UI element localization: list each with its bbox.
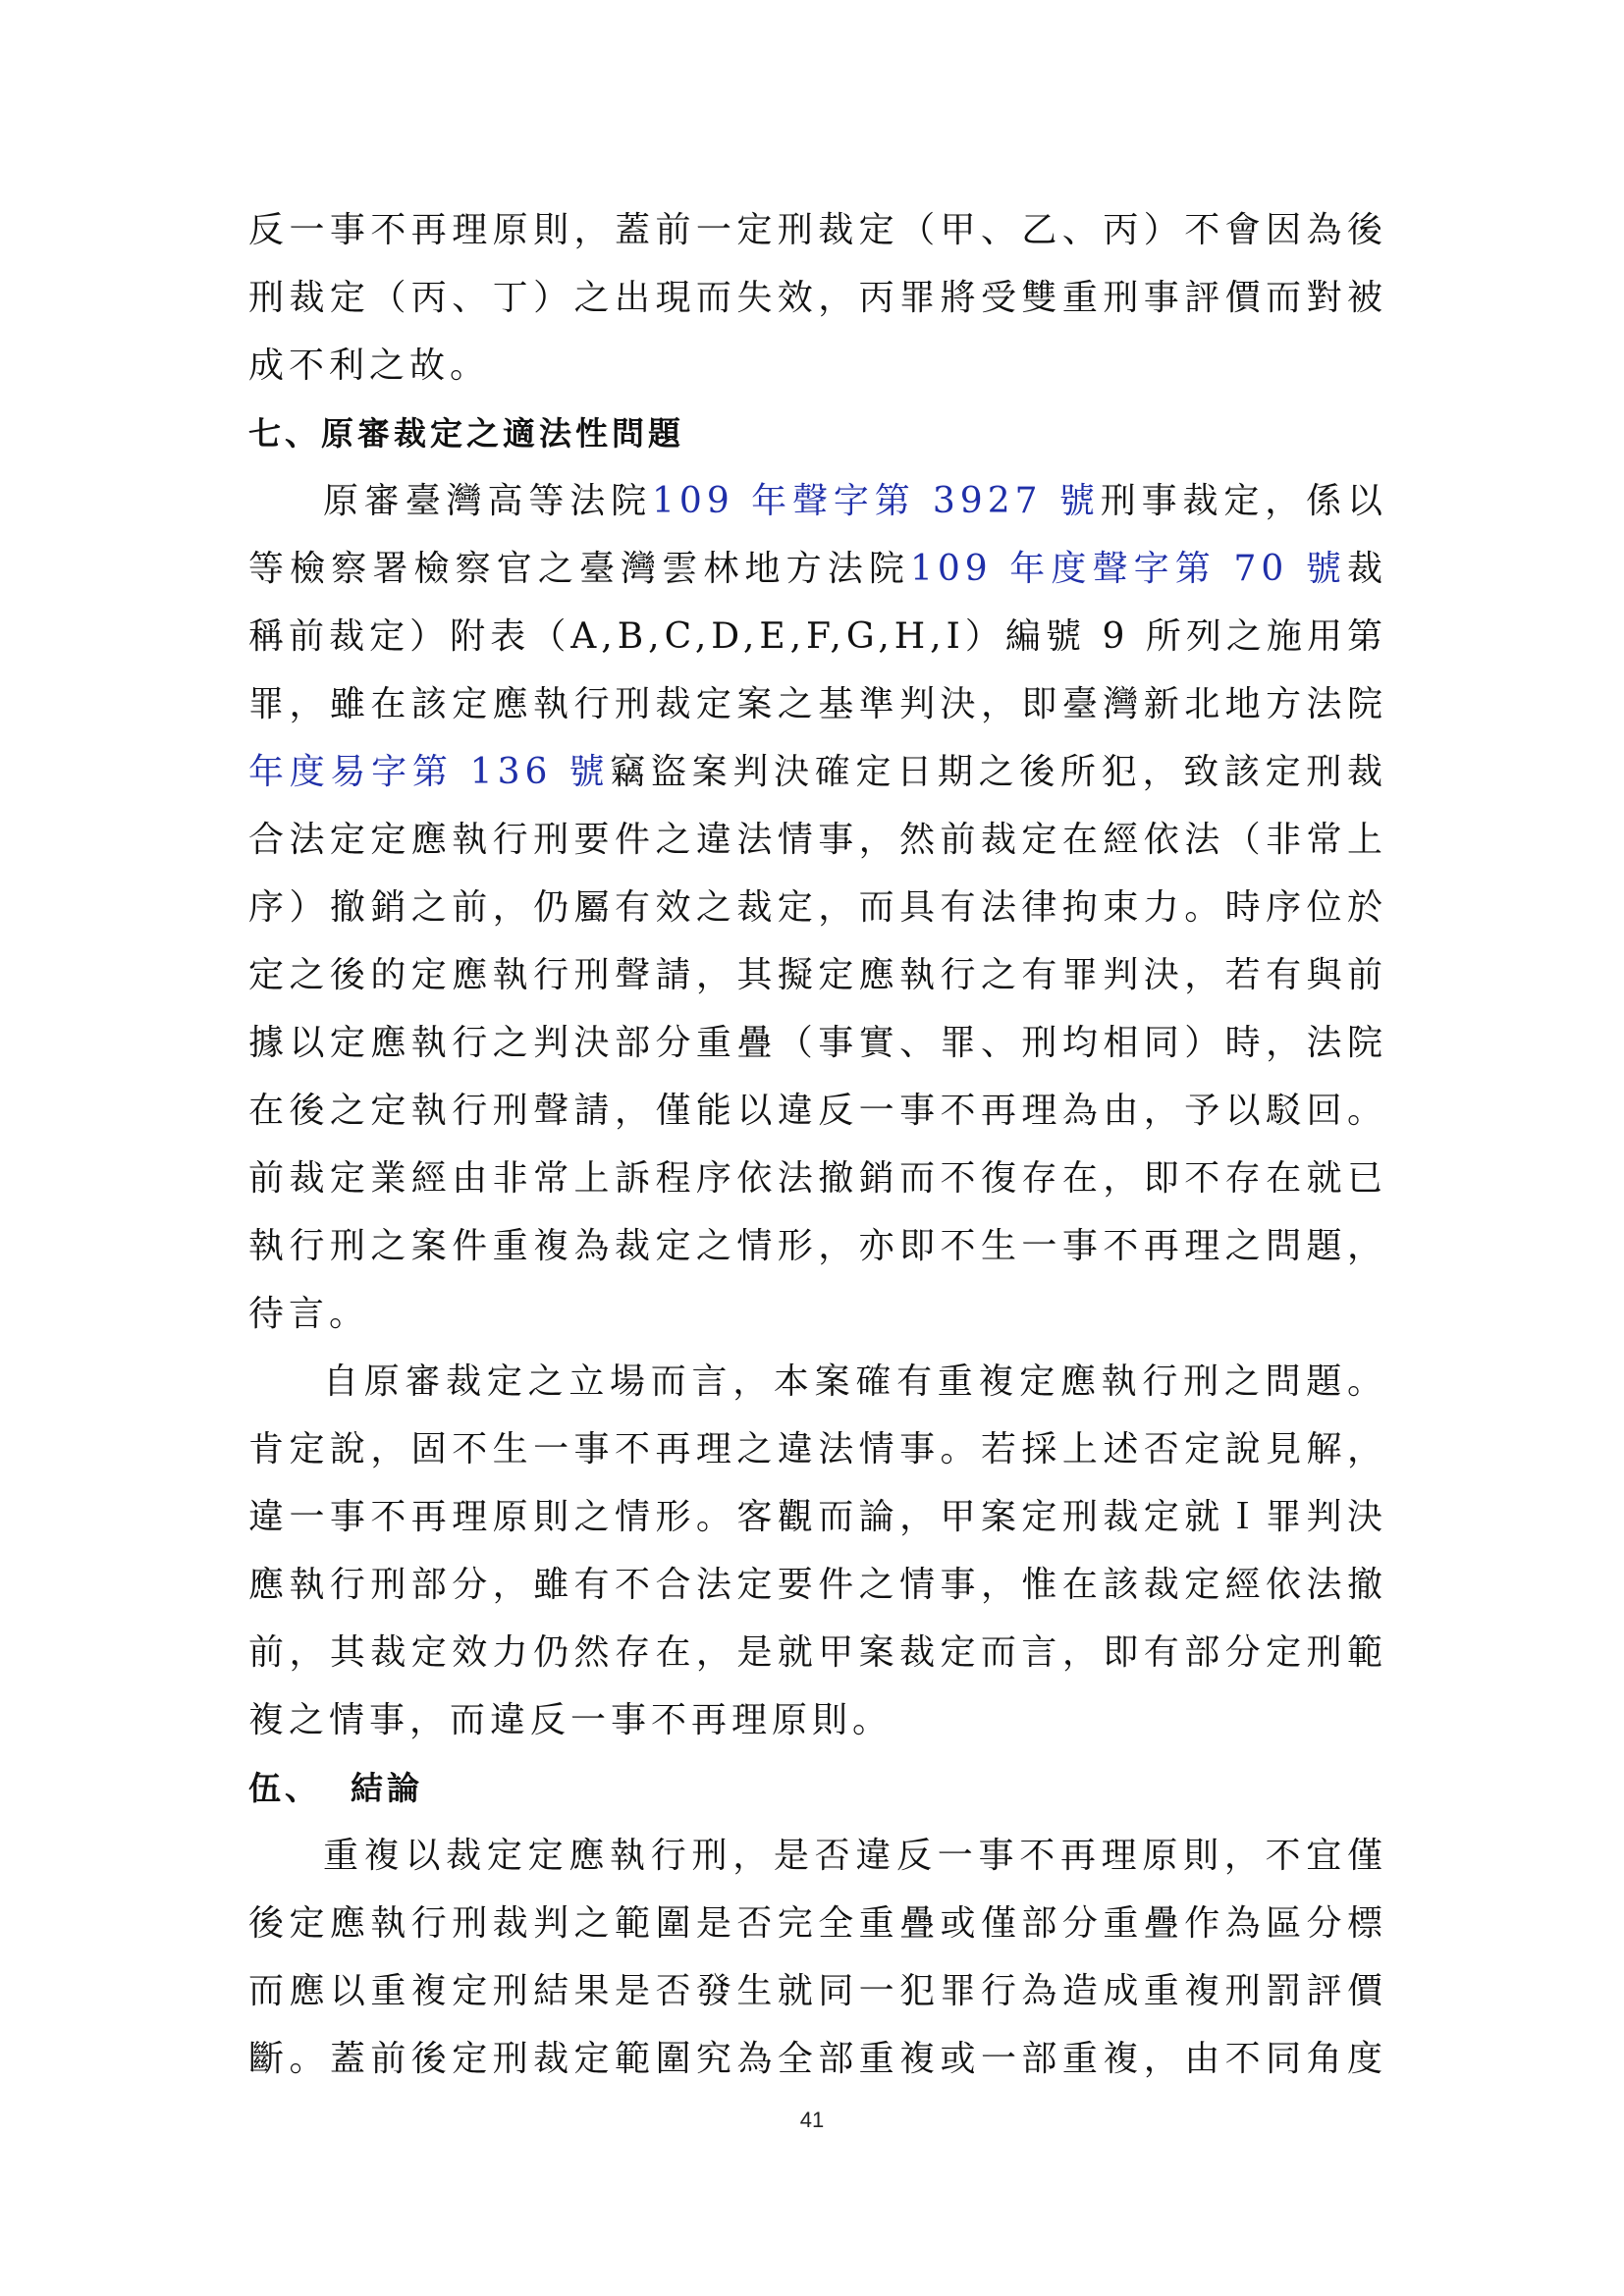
body-line: 成不利之故。 bbox=[248, 346, 491, 386]
body-line: 據以定應執行之判決部分重疊（事實、罪、刑均相同）時，法院 bbox=[248, 1023, 1387, 1063]
heading-title: 結論 bbox=[351, 1769, 423, 1807]
body-line: 執行刑之案件重複為裁定之情形，亦即不生一事不再理之問題， bbox=[248, 1226, 1387, 1266]
body-line: 複之情事，而違反一事不再理原則。 bbox=[248, 1700, 893, 1740]
text-run: 罪，雖在該定應執行刑裁定案之基準判決，即臺灣新北地方法院 bbox=[248, 684, 1387, 724]
case-citation: 109 年聲字第 3927 號 bbox=[652, 481, 1101, 521]
body-line: 刑裁定（丙、丁）之出現而失效，丙罪將受雙重刑事評價而對被 bbox=[248, 278, 1387, 318]
text-run: 刑事裁定，係以 bbox=[1100, 481, 1387, 521]
body-line: 在後之定執行刑聲請，僅能以違反一事不再理為由，予以駁回。 bbox=[248, 1091, 1387, 1131]
body-line: 稱前裁定）附表（A,B,C,D,E,F,G,H,I）編號 9 所列之施用第 bbox=[248, 616, 1387, 657]
section-heading: 七、原審裁定之適法性問題 bbox=[248, 414, 684, 453]
body-line: 合法定定應執行刑要件之違法情事，然前裁定在經依法（非常上 bbox=[248, 820, 1387, 860]
body-line bbox=[248, 738, 1387, 806]
body-line: 斷。蓋前後定刑裁定範圍究為全部重複或一部重複，由不同角度 bbox=[248, 2039, 1387, 2079]
text-run: 原審臺灣高等法院 bbox=[323, 481, 653, 521]
body-line: 而應以重複定刑結果是否發生就同一犯罪行為造成重複刑罰評價 bbox=[248, 1971, 1387, 2011]
text-run: 等檢察署檢察官之臺灣雲林地方法院 bbox=[248, 549, 910, 589]
heading-number: 伍、 bbox=[248, 1769, 321, 1807]
body-line: 序）撤銷之前，仍屬有效之裁定，而具有法律拘束力。時序位於 bbox=[248, 887, 1387, 928]
body-line: 反一事不再理原則，蓋前一定刑裁定（甲、乙、丙）不會因為後 bbox=[248, 210, 1387, 250]
body-line bbox=[248, 467, 1387, 535]
body-line: 重複以裁定定應執行刑，是否違反一事不再理原則，不宜僅 bbox=[323, 1836, 1387, 1876]
page-number: 41 bbox=[799, 2108, 825, 2132]
text-run: 竊盜案判決確定日期之後所犯，致該定刑裁 bbox=[610, 752, 1387, 792]
body-line: 後定應執行刑裁判之範圍是否完全重疊或僅部分重疊作為區分標 bbox=[248, 1903, 1387, 1944]
case-citation: 109 年度聲字第 70 號 bbox=[910, 549, 1347, 589]
body-line: 自原審裁定之立場而言，本案確有重複定應執行刑之問題。 bbox=[323, 1362, 1387, 1402]
body-line: 應執行刑部分，雖有不合法定要件之情事，惟在該裁定經依法撤 bbox=[248, 1565, 1387, 1605]
body-line bbox=[248, 535, 1387, 603]
body-line bbox=[248, 670, 1387, 738]
body-line: 違一事不再理原則之情形。客觀而論，甲案定刑裁定就Ｉ罪判決 bbox=[248, 1497, 1387, 1537]
body-line: 待言。 bbox=[248, 1294, 370, 1334]
body-line: 前，其裁定效力仍然存在，是就甲案裁定而言，即有部分定刑範 bbox=[248, 1632, 1387, 1673]
body-line: 前裁定業經由非常上訴程序依法撤銷而不復存在，即不存在就已 bbox=[248, 1158, 1387, 1199]
text-run: 裁 bbox=[1346, 549, 1387, 589]
body-line: 定之後的定應執行刑聲請，其擬定應執行之有罪判決，若有與前 bbox=[248, 955, 1387, 995]
section-heading bbox=[248, 1754, 1387, 1822]
case-citation: 年度易字第 136 號 bbox=[248, 752, 611, 792]
document-page bbox=[248, 196, 1387, 2093]
body-line: 肯定說，固不生一事不再理之違法情事。若採上述否定說見解， bbox=[248, 1429, 1387, 1469]
